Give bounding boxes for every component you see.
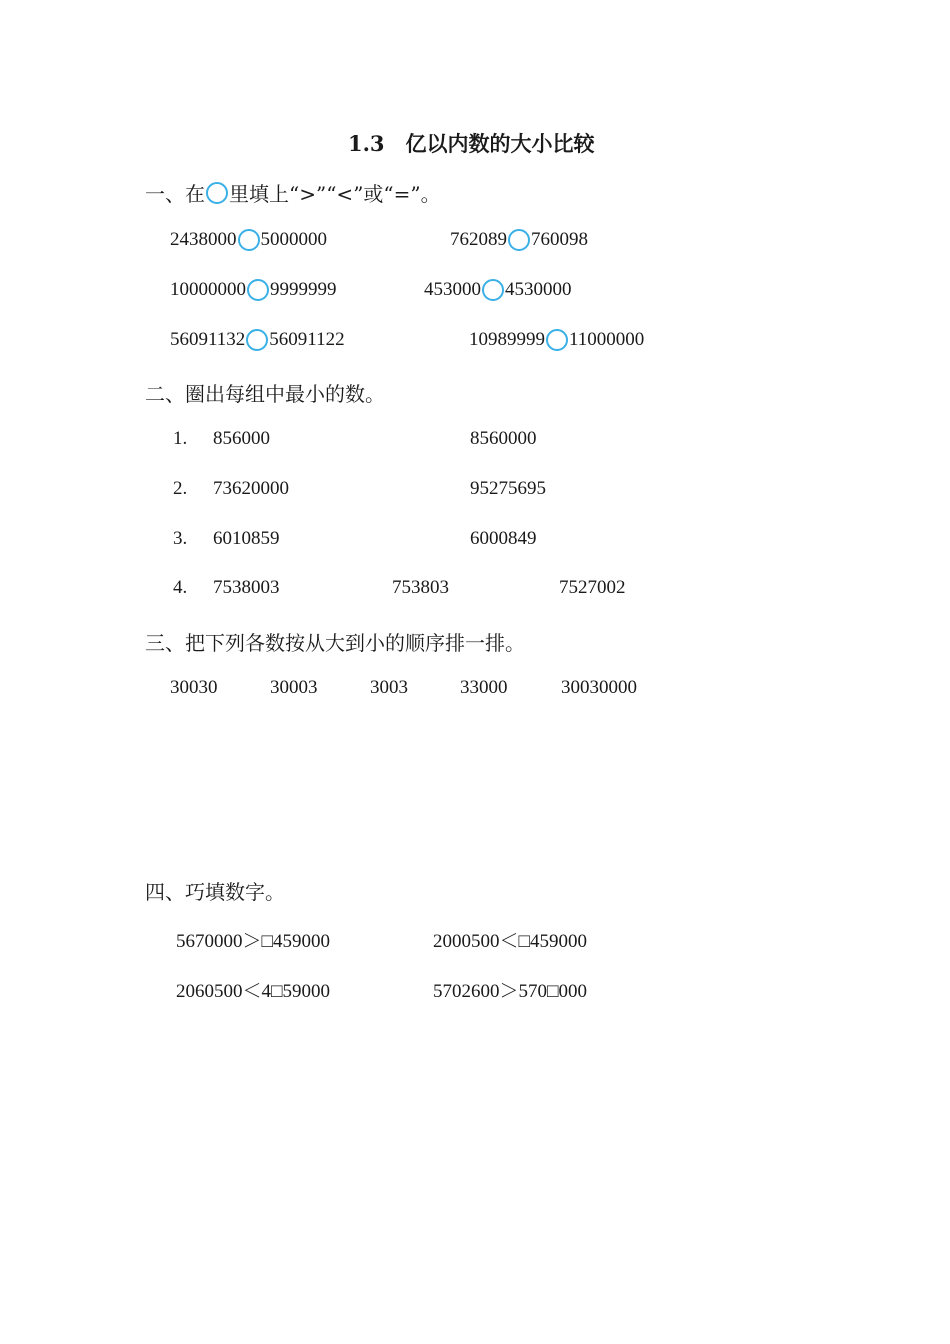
compare-circle-4[interactable] (482, 279, 504, 301)
group-4-number-c[interactable]: 7527002 (559, 577, 626, 598)
section-4-heading: 四、巧填数字。 (145, 880, 285, 904)
compare-left: 10989999 (469, 329, 545, 350)
group-number-3: 3. (173, 528, 188, 549)
sort-number-4: 33000 (460, 677, 508, 698)
section-3-heading: 三、把下列各数按从大到小的顺序排一排。 (145, 631, 525, 655)
compare-item-3 (170, 279, 337, 301)
compare-left: 56091132 (170, 329, 246, 350)
compare-left: 453000 (424, 279, 481, 300)
compare-right: 4530000 (505, 279, 572, 300)
section-1-heading-part-2: 里填上“>”“<”或“=”。 (229, 182, 441, 206)
compare-item-5 (170, 329, 345, 351)
compare-left: 10000000 (170, 279, 246, 300)
compare-circle-6[interactable] (546, 329, 568, 351)
sort-number-1: 30030 (170, 677, 218, 698)
group-2-number-a[interactable]: 73620000 (213, 478, 289, 499)
compare-right: 9999999 (270, 279, 337, 300)
compare-circle-3[interactable] (247, 279, 269, 301)
sort-number-2: 30003 (270, 677, 318, 698)
compare-right: 56091122 (269, 329, 345, 350)
compare-right: 760098 (531, 229, 588, 250)
fill-digit-item-3[interactable]: 2060500＜4□59000 (176, 981, 330, 1002)
section-1-heading-part-1: 一、在 (145, 182, 205, 206)
group-number-2: 2. (173, 478, 188, 499)
compare-left: 762089 (450, 229, 507, 250)
fill-digit-item-2[interactable]: 2000500＜□459000 (433, 931, 587, 952)
compare-item-4 (424, 279, 572, 301)
section-2-heading: 二、圈出每组中最小的数。 (145, 382, 385, 406)
group-4-number-b[interactable]: 753803 (392, 577, 449, 598)
group-number-1: 1. (173, 428, 188, 449)
group-1-number-b[interactable]: 8560000 (470, 428, 537, 449)
group-1-number-a[interactable]: 856000 (213, 428, 270, 449)
compare-item-1 (170, 229, 327, 251)
section-1-heading (145, 178, 441, 207)
compare-circle-1[interactable] (238, 229, 260, 251)
group-3-number-b[interactable]: 6000849 (470, 528, 537, 549)
compare-right: 5000000 (260, 229, 327, 250)
sort-number-5: 30030000 (561, 677, 637, 698)
group-4-number-a[interactable]: 7538003 (213, 577, 280, 598)
answer-circle-icon (206, 182, 228, 204)
compare-right: 11000000 (569, 329, 645, 350)
group-2-number-b[interactable]: 95275695 (470, 478, 546, 499)
compare-item-6 (469, 329, 644, 351)
sort-number-3: 3003 (370, 677, 408, 698)
fill-digit-item-4[interactable]: 5702600＞570□000 (433, 981, 587, 1002)
fill-digit-item-1[interactable]: 5670000＞□459000 (176, 931, 330, 952)
compare-circle-5[interactable] (246, 329, 268, 351)
page-title: 1.3 亿以内数的大小比较 (348, 131, 595, 156)
compare-left: 2438000 (170, 229, 237, 250)
compare-item-2 (450, 229, 588, 251)
group-3-number-a[interactable]: 6010859 (213, 528, 280, 549)
group-number-4: 4. (173, 577, 188, 598)
compare-circle-2[interactable] (508, 229, 530, 251)
